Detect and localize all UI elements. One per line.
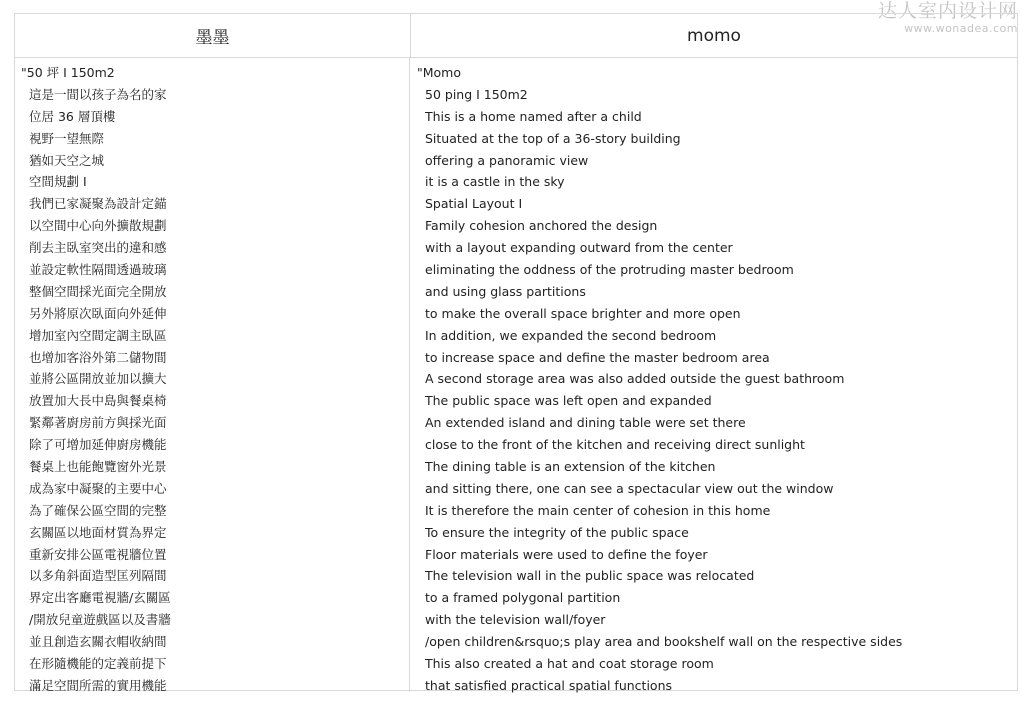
chinese-text-column: [15, 58, 410, 692]
chinese-text-line: 重新安排公區電視牆位置: [29, 546, 167, 562]
english-text-line: and using glass partitions: [425, 283, 586, 299]
chinese-text-line: 我們已家凝聚為設計定錨: [29, 196, 167, 212]
watermark-url: www.wonadea.com: [904, 22, 1018, 35]
english-text-line: close to the front of the kitchen and receiving direct sunlight: [425, 437, 805, 453]
english-text-line: Situated at the top of a 36-story building: [425, 130, 681, 146]
english-text-line: A second storage area was also added outside the guest bathroom: [425, 371, 845, 387]
english-text-column: [410, 58, 1017, 692]
chinese-text-line: 在形隨機能的定義前提下: [29, 656, 167, 672]
english-text-line: The television wall in the public space was relocated: [425, 568, 755, 584]
english-text-line: with a layout expanding outward from the center: [425, 240, 733, 256]
header-english: momo: [687, 25, 741, 46]
english-text-line: To ensure the integrity of the public space: [425, 524, 689, 540]
english-text-line: and sitting there, one can see a spectacular view out the window: [425, 480, 834, 496]
chinese-text-line: 猶如天空之城: [29, 152, 105, 168]
english-text-line: The public space was left open and expanded: [425, 393, 712, 409]
chinese-text-line: 界定出客廳電視牆/玄關區: [29, 590, 171, 606]
english-text-line: it is a castle in the sky: [425, 174, 565, 190]
chinese-text-line: 視野一望無際: [29, 130, 105, 146]
chinese-text-line: 這是一間以孩子為名的家: [29, 86, 167, 102]
english-text-line: An extended island and dining table were set there: [425, 415, 746, 431]
chinese-text-line: 削去主臥室突出的違和感: [29, 240, 167, 256]
english-text-line: offering a panoramic view: [425, 152, 589, 168]
chinese-text-line: 空間規劃 I: [29, 174, 87, 190]
table-header-row: [15, 14, 1017, 58]
chinese-text-line: 餐桌上也能飽覽窗外光景: [29, 459, 167, 475]
chinese-text-line: 並將公區開放並加以擴大: [29, 371, 167, 387]
english-text-line: that satisfied practical spatial functions: [425, 677, 673, 693]
header-chinese: 墨墨: [15, 14, 411, 57]
english-text-line: This also created a hat and coat storage room: [425, 656, 714, 672]
chinese-text-line: 整個空間採光面完全開放: [29, 283, 167, 299]
chinese-text-line: 放置加大長中島與餐桌椅: [29, 393, 167, 409]
chinese-text-line: 位居 36 層頂樓: [29, 108, 116, 124]
table-body-row: [15, 58, 1017, 692]
english-text-line: to make the overall space brighter and more open: [425, 305, 741, 321]
chinese-text-line: 成為家中凝聚的主要中心: [29, 480, 167, 496]
english-text-line: Spatial Layout I: [425, 196, 523, 212]
english-text-line: /open children&rsquo;s play area and bookshelf wall on the respective sides: [425, 634, 903, 650]
chinese-text-line: 緊鄰著廚房前方與採光面: [29, 415, 167, 431]
chinese-text-line: 另外將原次臥面向外延伸: [29, 305, 167, 321]
chinese-text-line: 並設定軟性隔間透過玻璃: [29, 262, 167, 278]
chinese-text-line: /開放兒童遊戲區以及書牆: [29, 612, 171, 628]
chinese-text-line: 增加室內空間定調主臥區: [29, 327, 167, 343]
english-text-line: This is a home named after a child: [425, 108, 642, 124]
watermark-site-name: 达人室内设计网: [877, 0, 1018, 22]
chinese-text-line: 除了可增加延伸廚房機能: [29, 437, 167, 453]
english-text-line: to a framed polygonal partition: [425, 590, 621, 606]
english-text-line: to increase space and define the master bedroom area: [425, 349, 770, 365]
english-text-line: It is therefore the main center of cohesion in this home: [425, 502, 771, 518]
chinese-text-line: 玄關區以地面材質為界定: [29, 524, 167, 540]
english-text-line: In addition, we expanded the second bedroom: [425, 327, 717, 343]
chinese-text-line: 為了確保公區空間的完整: [29, 502, 167, 518]
english-text-line: Family cohesion anchored the design: [425, 218, 658, 234]
english-text-line: with the television wall/foyer: [425, 612, 606, 628]
chinese-text-line: 滿足空間所需的實用機能: [29, 677, 167, 693]
chinese-text-line: 以多角斜面造型匡列隔間: [29, 568, 167, 584]
chinese-text-line: 並且創造玄關衣帽收納間: [29, 634, 167, 650]
bilingual-table: [14, 13, 1018, 691]
chinese-text-line: 以空間中心向外擴散規劃: [29, 218, 167, 234]
english-text-line: Floor materials were used to define the foyer: [425, 546, 708, 562]
chinese-text-line: 也增加客浴外第二儲物間: [29, 349, 167, 365]
english-text-line: "Momo: [417, 65, 462, 80]
english-text-line: The dining table is an extension of the kitchen: [425, 459, 716, 475]
chinese-text-line: "50 坪 I 150m2: [21, 65, 115, 80]
english-text-line: 50 ping I 150m2: [425, 86, 528, 102]
english-text-line: eliminating the oddness of the protruding master bedroom: [425, 262, 794, 278]
